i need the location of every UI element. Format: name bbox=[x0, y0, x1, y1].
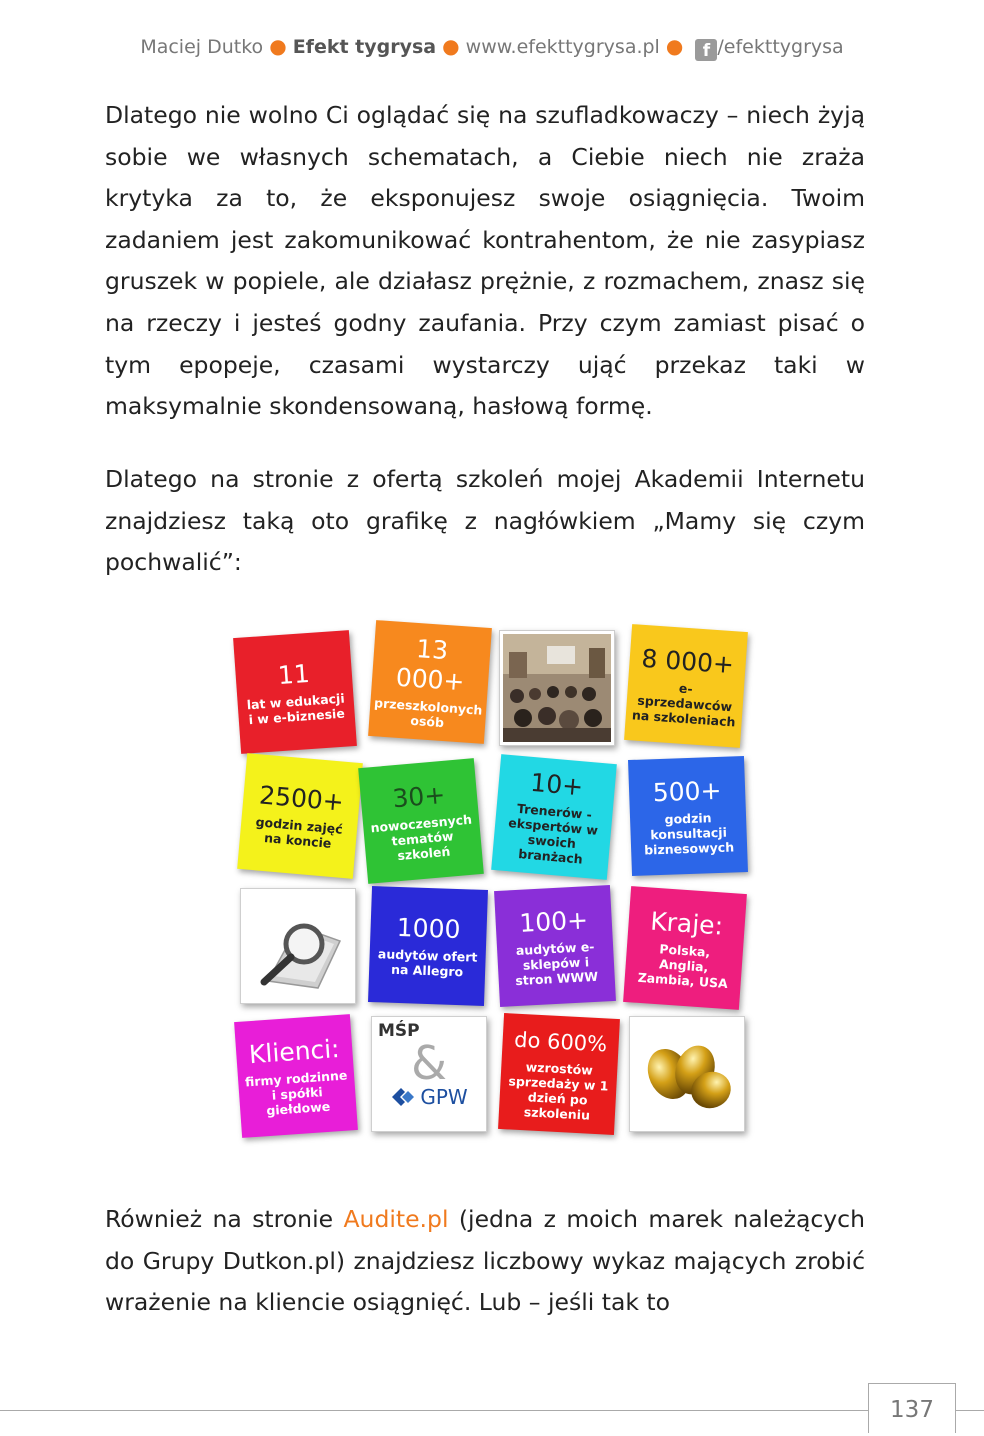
audite-link[interactable]: Audite.pl bbox=[343, 1205, 449, 1233]
tile-value: 1000 bbox=[396, 912, 461, 945]
tile-value: 2500+ bbox=[258, 780, 345, 817]
tile-value: Klienci: bbox=[248, 1033, 341, 1069]
tile-value: 100+ bbox=[518, 904, 589, 938]
tile-value: 500+ bbox=[652, 775, 722, 807]
tile-consulting bbox=[628, 756, 748, 876]
tile-sellers bbox=[624, 624, 748, 748]
page-number: 137 bbox=[868, 1383, 956, 1433]
tile-caption: audytów ofert na Allegro bbox=[377, 946, 478, 980]
tile-caption: e-sprzedawców na szkoleniach bbox=[631, 680, 736, 730]
tile-caption: Trenerów - ekspertów w swoich branżach bbox=[507, 800, 599, 867]
footer-rule bbox=[0, 1410, 868, 1411]
separator-dot: ● bbox=[665, 34, 684, 58]
facebook-handle[interactable]: /efekttygrysa bbox=[717, 36, 844, 58]
page-header bbox=[0, 34, 984, 61]
tile-countries bbox=[623, 886, 747, 1010]
tile-msp-gpw bbox=[371, 1016, 487, 1132]
tile-hours bbox=[237, 753, 363, 879]
paragraph-3 bbox=[105, 1199, 865, 1324]
tile-years bbox=[233, 630, 357, 754]
tile-value: 8 000+ bbox=[640, 643, 735, 679]
tile-magnifier bbox=[240, 888, 356, 1004]
tile-value: Kraje: bbox=[649, 906, 725, 941]
tile-caption: wzrostów sprzedaży w 1 dzień po szkoleniu bbox=[508, 1059, 609, 1123]
tile-value: 30+ bbox=[391, 779, 447, 813]
website-link[interactable]: www.efekttygrysa.pl bbox=[465, 36, 660, 58]
ampersand: & bbox=[411, 1036, 447, 1090]
paragraph-2: Dlatego na stronie z ofertą szkoleń mojej Akademii Internetu znajdziesz taką oto grafikę z nagłówkiem „Mamy się czym pochwalić”: bbox=[105, 465, 865, 577]
tile-value: do 600% bbox=[513, 1027, 608, 1057]
tile-caption: audytów e-sklepów i stron WWW bbox=[514, 938, 599, 988]
tile-trained bbox=[368, 620, 492, 744]
tile-conference-photo bbox=[499, 630, 615, 746]
tile-caption: Polska, Anglia, Zambia, USA bbox=[637, 940, 729, 991]
tile-caption: lat w edukacji i w e-biznesie bbox=[246, 690, 346, 728]
paragraph-1: Dlatego nie wolno Ci oglądać się na szufladkowaczy – niech żyją sobie we własnych schematach, a Ciebie niech nie zraża krytyka za to, że eksponujesz swoje osiągnięcia. Twoim zadaniem jest zakomunikować kontrahentom, że nie zasypiasz gruszek w popiele, ale działasz prężnie, z rozmachem, znasz się na rzeczy i jesteś godny zaufania. Przy czym zamiast pisać o tym epopeje, czasami wystarczy ująć przekaz taki w maksymalnie skondensowaną, hasłową formę. bbox=[105, 101, 865, 421]
tile-sales-growth bbox=[498, 1013, 620, 1135]
tile-caption: godzin zajęć na koncie bbox=[255, 814, 344, 851]
tile-shop-audits bbox=[494, 885, 616, 1007]
author-name: Maciej Dutko bbox=[140, 36, 264, 58]
tile-golden-eggs bbox=[629, 1016, 745, 1132]
tile-value: 10+ bbox=[529, 767, 585, 802]
conference-photo bbox=[503, 634, 611, 742]
tile-value: 11 bbox=[276, 658, 311, 691]
tile-topics bbox=[358, 758, 484, 884]
gpw-label: GPW bbox=[420, 1085, 468, 1109]
golden-eggs-icon bbox=[637, 1034, 737, 1114]
tile-trainers bbox=[491, 754, 617, 880]
paragraph-3-rest: (jedna z moich marek należących do Grupy Dutkon.pl) znajdziesz liczbowy wykaz mających zrobić wrażenie na kliencie osiągnięć. Lub – jeśli tak to bbox=[105, 1205, 865, 1317]
tile-value: 13 000+ bbox=[394, 634, 466, 697]
tile-caption: nowoczesnych tematów szkoleń bbox=[369, 811, 473, 863]
tile-caption: przeszkolonych osób bbox=[373, 695, 483, 731]
separator-dot: ● bbox=[442, 34, 460, 58]
tile-caption: firmy rodzinne i spółki giełdowe bbox=[244, 1066, 348, 1118]
book-title: Efekt tygrysa bbox=[292, 36, 437, 58]
tile-clients bbox=[234, 1014, 358, 1138]
tile-caption: godzin konsultacji biznesowych bbox=[643, 809, 735, 858]
gpw-logo-icon bbox=[390, 1086, 416, 1108]
msp-label: MŚP bbox=[378, 1021, 420, 1041]
separator-dot: ● bbox=[269, 34, 287, 58]
paragraph-3-start: Również na stronie bbox=[105, 1205, 344, 1233]
facebook-icon: f bbox=[695, 39, 717, 61]
footer-rule bbox=[956, 1410, 984, 1411]
magnifier-icon bbox=[248, 896, 348, 996]
tile-allegro-audits bbox=[368, 886, 488, 1006]
